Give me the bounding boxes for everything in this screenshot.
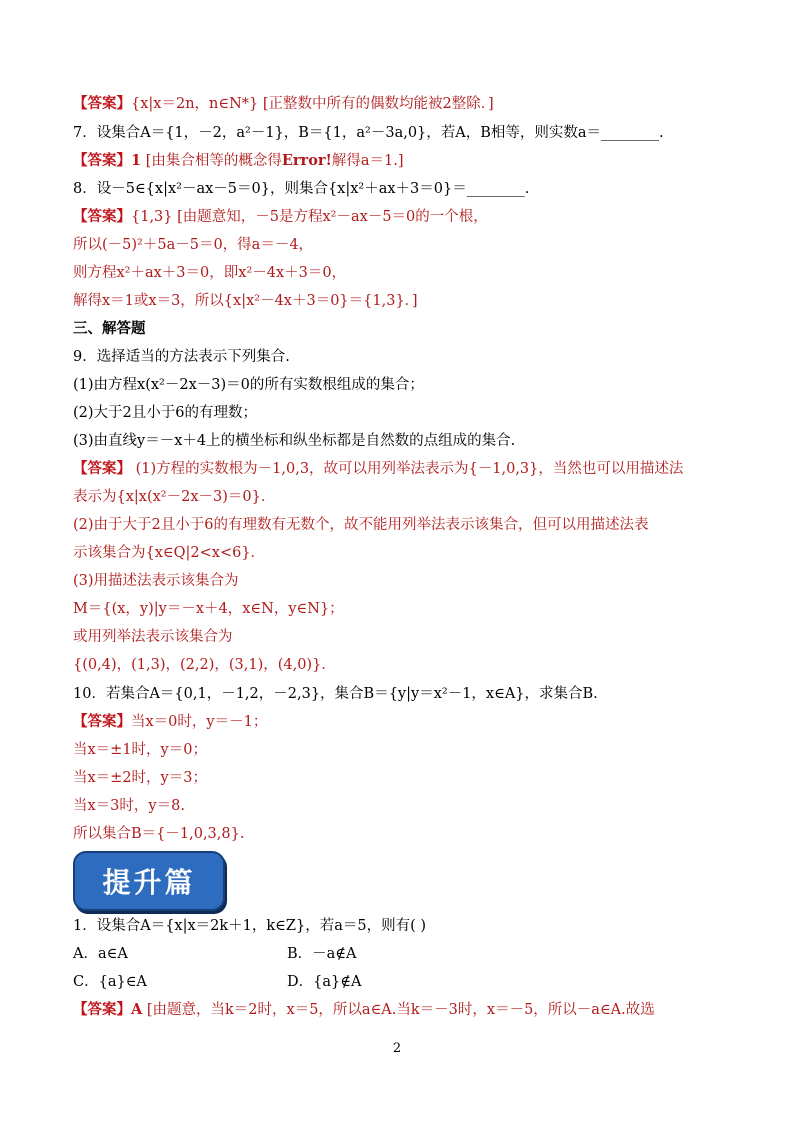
answer-9-line-7: 或用列举法表示该集合为	[73, 629, 233, 645]
question-8: 8．设－5∈{x|x²－ax－5＝0}，则集合{x|x²＋ax＋3＝0}＝________.	[73, 181, 530, 197]
choice-row-2	[73, 972, 361, 992]
answer-body: {1,3} [由题意知，－5是方程x²－ax－5＝0的一个根，	[131, 209, 488, 225]
answer-9-line-8: {(0,4)，(1,3)，(2,2)，(3,1)，(4,0)}．	[73, 657, 336, 673]
answer-8	[73, 207, 488, 227]
choice-c: C．{a}∈A	[73, 974, 147, 990]
choice-row-1	[73, 944, 357, 964]
choice-a: A．a∈A	[73, 946, 128, 962]
section-heading: 三、解答题	[73, 320, 146, 337]
answer-9	[73, 459, 683, 479]
answer-10	[73, 712, 267, 732]
page-number: 2	[392, 1041, 402, 1056]
advanced-question-1: 1．设集合A＝{x|x＝2k＋1，k∈Z}，若a＝5，则有( )	[73, 918, 427, 934]
answer-10-line-4: 当x＝3时，y＝8.	[73, 798, 185, 814]
question-7: 7．设集合A＝{1，－2，a²－1}，B＝{1，a²－3a,0}，若A，B相等，则实数a＝________.	[73, 125, 664, 141]
answer-10-line-3: 当x＝±2时，y＝3；	[73, 770, 207, 786]
answer-body: [由集合相等的概念得	[141, 153, 282, 169]
answer-tag: 【答案】1	[73, 152, 142, 169]
answer-9-line-3: (2)由于大于2且小于6的有理数有无数个，故不能用列举法表示该集合，但可以用描述法表	[73, 517, 649, 533]
question-9-part-2: (2)大于2且小于6的有理数；	[73, 405, 257, 421]
section-badge: 提升篇	[73, 851, 225, 911]
error-marker: Error!	[281, 152, 332, 169]
advanced-answer-1	[73, 1000, 655, 1020]
answer-9-line-4: 示该集合为{x∈Q|2<x<6}．	[73, 545, 266, 561]
choice-b: B．－a∉A	[287, 946, 357, 962]
question-9-part-3: (3)由直线y＝－x＋4上的横坐标和纵坐标都是自然数的点组成的集合.	[73, 433, 516, 449]
answer-body: 当x＝0时，y＝－1；	[131, 714, 268, 730]
answer-tag: 【答案】	[73, 713, 131, 730]
answer-8-step-1: 所以(－5)²＋5a－5＝0，得a＝－4，	[73, 237, 314, 253]
answer-body: [由题意，当k＝2时，x＝5，所以a∈A.当k＝－3时，x＝－5，所以－a∈A.故选	[142, 1002, 655, 1018]
question-10: 10．若集合A＝{0,1，－1,2，－2,3}，集合B＝{y|y＝x²－1，x∈A}，求集合B.	[73, 686, 598, 702]
answer-6	[73, 94, 494, 114]
answer-body: (1)方程的实数根为－1,0,3，故可以用列举法表示为{－1,0,3}，当然也可以用描述法	[131, 461, 684, 477]
question-9: 9．选择适当的方法表示下列集合.	[73, 349, 290, 365]
answer-body-end: 解得a＝1.]	[331, 153, 404, 169]
answer-tag: 【答案】	[73, 95, 131, 112]
answer-9-line-5: (3)用描述法表示该集合为	[73, 573, 239, 589]
answer-tag: 【答案】	[73, 208, 131, 225]
answer-9-line-6: M＝{(x，y)|y＝－x＋4，x∈N，y∈N}；	[73, 601, 344, 617]
answer-10-line-2: 当x＝±1时，y＝0；	[73, 742, 207, 758]
answer-tag: 【答案】A	[73, 1001, 143, 1018]
answer-body: {x|x＝2n，n∈N*} [正整数中所有的偶数均能被2整除．]	[131, 96, 494, 112]
question-9-part-1: (1)由方程x(x²－2x－3)＝0的所有实数根组成的集合；	[73, 377, 424, 393]
answer-8-step-2: 则方程x²＋ax＋3＝0，即x²－4x＋3＝0，	[73, 265, 347, 281]
answer-tag: 【答案】	[73, 460, 131, 477]
answer-8-step-3: 解得x＝1或x＝3，所以{x|x²－4x＋3＝0}＝{1,3}．]	[73, 293, 418, 309]
answer-10-line-5: 所以集合B＝{－1,0,3,8}.	[73, 826, 245, 842]
choice-d: D．{a}∉A	[287, 974, 362, 990]
answer-7	[73, 151, 404, 171]
answer-9-line-2: 表示为{x|x(x²－2x－3)＝0}．	[73, 489, 276, 505]
